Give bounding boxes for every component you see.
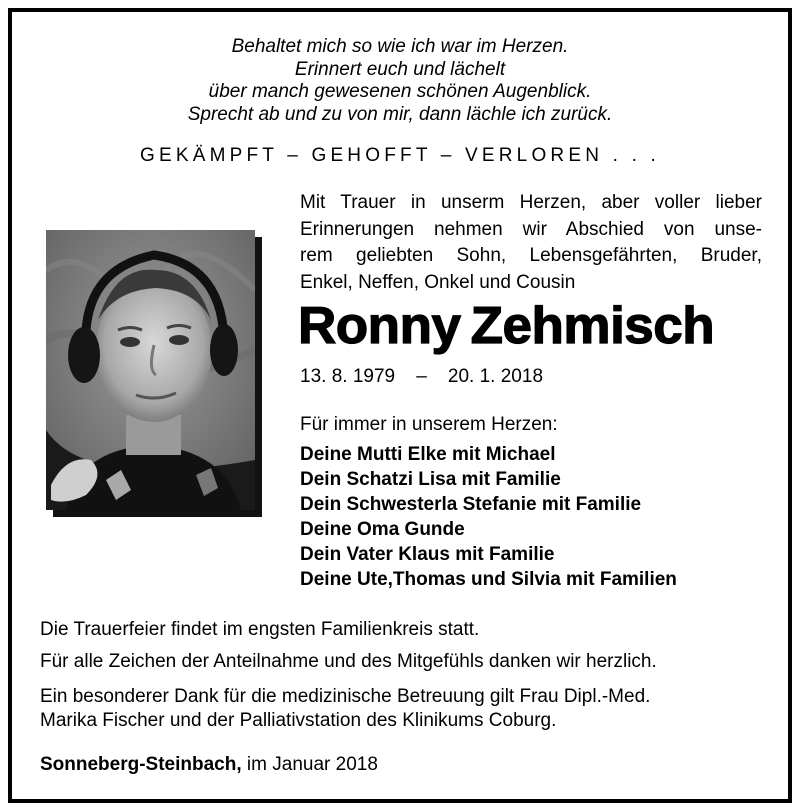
place: Sonneberg-Steinbach, <box>40 754 242 775</box>
intro-line: Enkel, Neffen, Onkel und Cousin <box>300 271 576 293</box>
mourner-item: Deine Ute,Thomas und Silvia mit Familien <box>300 569 677 590</box>
mourner-item: Deine Mutti Elke mit Michael <box>300 444 556 465</box>
forever-line: Für immer in unserem Herzen: <box>300 414 558 435</box>
last-name: Zehmisch <box>470 297 715 355</box>
intro-line: Erinnerungen nehmen wir Abschied von unse- <box>300 218 762 240</box>
mourner-item: Dein Vater Klaus mit Familie <box>300 544 555 565</box>
place-date <box>40 753 378 777</box>
motto: GEKÄMPFT – GEHOFFT – VERLOREN . . . <box>139 145 661 166</box>
portrait-illustration <box>46 230 255 510</box>
deceased-name <box>298 296 714 356</box>
intro-text <box>300 190 762 296</box>
birth-date: 13. 8. 1979 <box>300 366 396 387</box>
special-thanks-line: Ein besonderer Dank für die medizinische Betreuung gilt Frau Dipl.-Med. <box>40 686 651 707</box>
thanks-note: Für alle Zeichen der Anteilnahme und des Mitgefühls danken wir herzlich. <box>40 651 657 672</box>
mourner-item: Dein Schatzi Lisa mit Familie <box>300 469 561 490</box>
poem-line: Behaltet mich so wie ich war im Herzen. <box>231 36 569 57</box>
date-separator: – <box>416 366 427 387</box>
special-thanks-note <box>40 685 650 733</box>
intro-line: rem geliebten Sohn, Lebensgefährten, Bruder, <box>300 245 762 266</box>
funeral-note: Die Trauerfeier findet im engsten Familienkreis statt. <box>40 619 480 640</box>
mourner-item: Deine Oma Gunde <box>300 519 465 540</box>
mourners-list <box>300 442 677 592</box>
first-name: Ronny <box>298 297 461 355</box>
poem-line: über manch gewesenen schönen Augenblick. <box>208 81 592 102</box>
portrait-photo <box>46 230 255 510</box>
poem-line: Sprecht ab und zu von mir, dann lächle ich zurück. <box>187 103 613 125</box>
notice-date: im Januar 2018 <box>246 754 378 775</box>
special-thanks-line: Marika Fischer und der Palliativstation des Klinikums Coburg. <box>40 710 557 731</box>
death-date: 20. 1. 2018 <box>447 366 544 387</box>
poem <box>0 36 800 126</box>
life-dates <box>300 366 543 388</box>
intro-line: Mit Trauer in unserm Herzen, aber voller lieber <box>300 192 762 213</box>
mourner-item: Dein Schwesterla Stefanie mit Familie <box>300 494 642 515</box>
poem-line: Erinnert euch und lächelt <box>294 58 506 80</box>
